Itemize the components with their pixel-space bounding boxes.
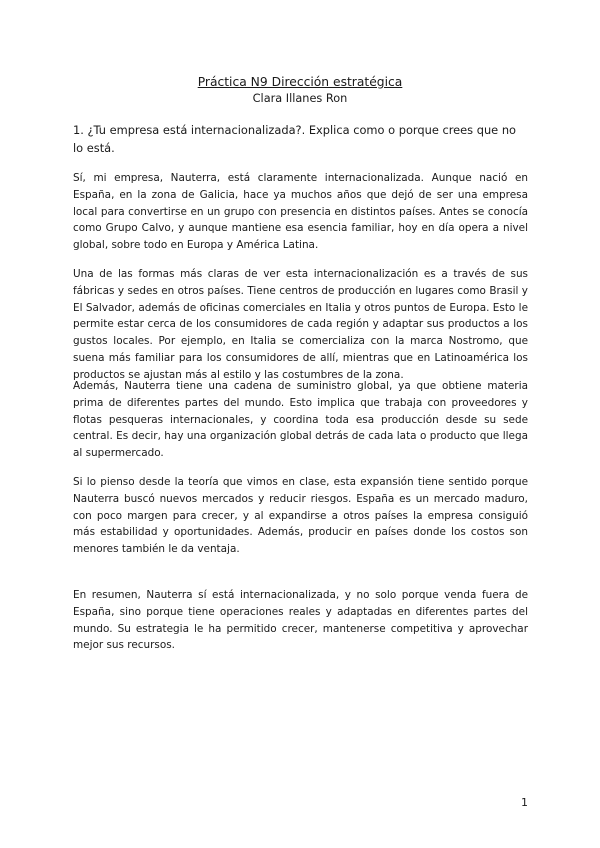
paragraph: Una de las formas más claras de ver esta internacionalización es a través de sus fábricas y sedes en otros países. Tiene centros de producción en lugares como Brasil y El Salvador, además de oficinas comerciales en Italia y otros puntos de Europa. Esto le permite estar cerca de los consumidores de cada región y adaptar sus productos a los gustos locales. Por ejemplo, en Italia se comercializa con la marca Nostromo, que suena más familiar para los consumidores de allí, mientras que en Latinoamérica los productos se ajustan más al estilo y las costumbres de la zona.: [73, 268, 528, 381]
author-name: Clara Illanes Ron: [252, 92, 348, 105]
page-number: 1: [521, 796, 528, 809]
paragraph: En resumen, Nauterra sí está internacionalizada, y no solo porque venda fuera de España, sino porque tiene operaciones reales y adaptadas en diferentes partes del mundo. Su estrategia le ha permitido crecer, mantenerse competitiva y aprovechar mejor sus recursos.: [73, 589, 528, 652]
paragraph: Además, Nauterra tiene una cadena de suministro global, ya que obtiene materia prima de diferentes partes del mundo. Esto implica que trabaja con proveedores y flotas pesqueras internacionales, y coordina toda esa producción desde su sede central. Es decir, hay una organización global detrás de cada lata o producto que llega al supermercado.: [73, 380, 528, 459]
question-heading: 1. ¿Tu empresa está internacionalizada?. Explica como o porque crees que no lo está.: [73, 123, 517, 155]
paragraph: Sí, mi empresa, Nauterra, está claramente internacionalizada. Aunque nació en España, en la zona de Galicia, hace ya muchos años que dejó de ser una empresa local para convertirse en un grupo con presencia en distintos países. Antes se conocía como Grupo Calvo, y aunque mantiene esa esencia familiar, hoy en día opera a nivel global, sobre todo en Europa y América Latina.: [73, 172, 528, 251]
paragraph: Si lo pienso desde la teoría que vimos en clase, esta expansión tiene sentido porque Nauterra buscó nuevos mercados y reducir riesgos. España es un mercado maduro, con poco margen para crecer, y al expandirse a otros países la empresa consiguió más estabilidad y oportunidades. Además, producir en países donde los costos son menores también le da ventaja.: [73, 476, 528, 555]
document-title: Práctica N9 Dirección estratégica: [197, 75, 403, 89]
